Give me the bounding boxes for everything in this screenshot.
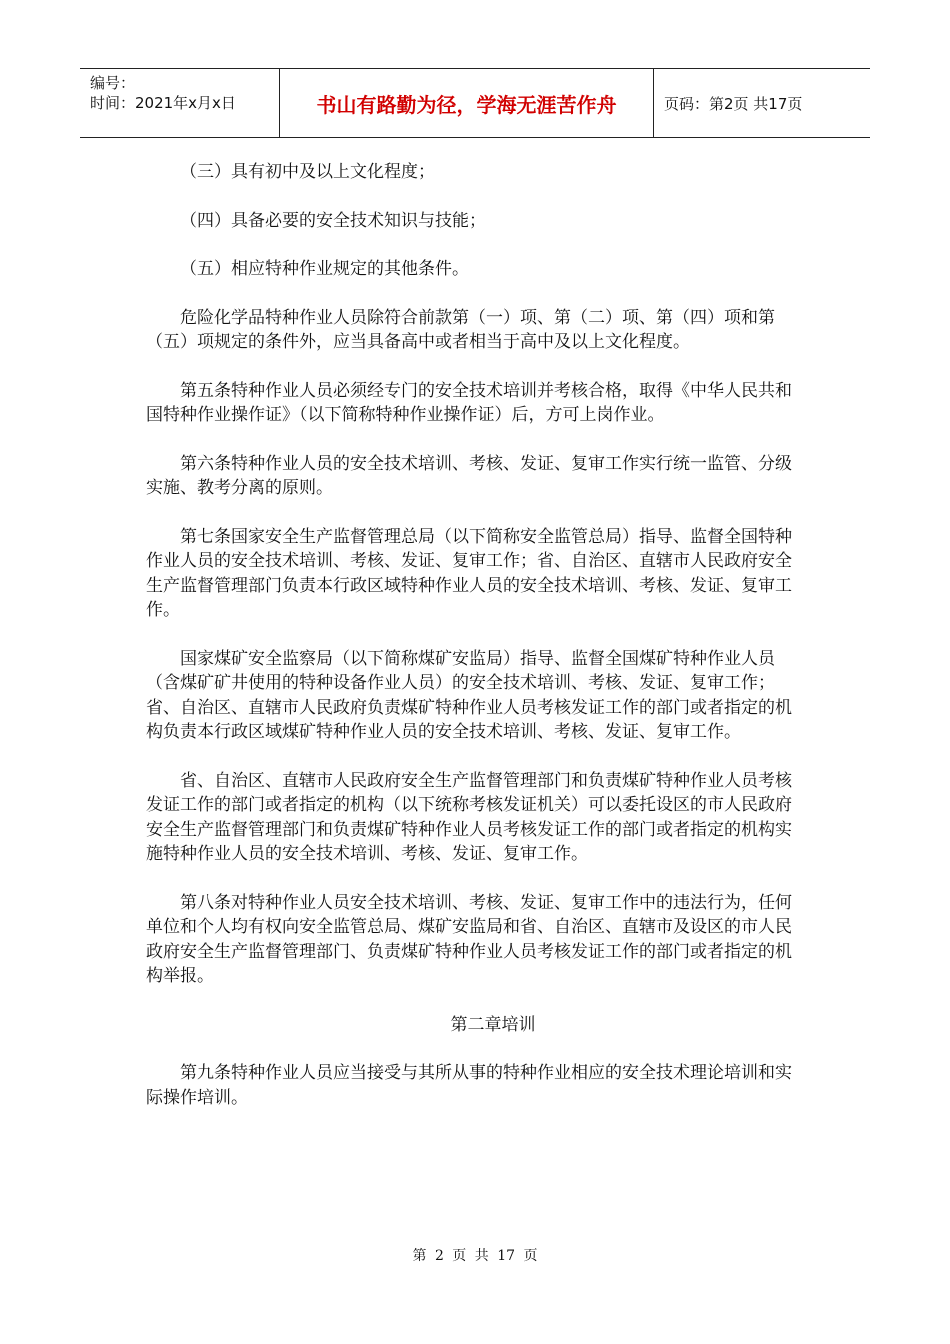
page-footer: 第 2 页 共 17 页 (412, 1248, 538, 1264)
paragraph-hazardous-chem: 危险化学品特种作业人员除符合前款第（一）项、第（二）项、第（四）项和第（五）项规定的条件外，应当具备高中或者相当于高中及以上文化程度。 (146, 307, 775, 352)
article-6: 第六条特种作业人员的安全技术培训、考核、发证、复审工作实行统一监管、分级实施、教考分离的原则。 (146, 453, 792, 498)
paragraph-3: （三）具有初中及以上文化程度； (180, 162, 435, 182)
page-header (80, 68, 870, 138)
paragraph-5: （五）相应特种作业规定的其他条件。 (180, 259, 469, 279)
article-5: 第五条特种作业人员必须经专门的安全技术培训并考核合格，取得《中华人民共和国特种作业操作证》（以下简称特种作业操作证）后，方可上岗作业。 (146, 380, 792, 425)
paragraph-delegation: 省、自治区、直辖市人民政府安全生产监督管理部门和负责煤矿特种作业人员考核发证工作的部门或者指定的机构（以下统称考核发证机关）可以委托设区的市人民政府安全生产监督管理部门和负责煤矿特种作业人员考核发证工作的部门或者指定的机构实施特种作业人员的安全技术培训、考核、发证、复审工作。 (146, 770, 792, 864)
article-8: 第八条对特种作业人员安全技术培训、考核、发证、复审工作中的违法行为，任何单位和个人均有权向安全监管总局、煤矿安监局和省、自治区、直辖市及设区的市人民政府安全生产监督管理部门、负责煤矿特种作业人员考核发证工作的部门或者指定的机构举报。 (146, 892, 792, 986)
article-7: 第七条国家安全生产监督管理总局（以下简称安全监管总局）指导、监督全国特种作业人员的安全技术培训、考核、发证、复审工作；省、自治区、直辖市人民政府安全生产监督管理部门负责本行政区域特种作业人员的安全技术培训、考核、发证、复审工作。 (146, 526, 792, 620)
header-motto: 书山有路勤为径，学海无涯苦作舟 (280, 69, 654, 137)
header-meta (80, 69, 280, 137)
document-date: 时间：2021年x月x日 (90, 94, 236, 112)
document-number-label: 编号： (90, 74, 136, 92)
document-body (146, 160, 806, 1134)
header-page-info: 页码：第2页 共17页 (664, 94, 803, 113)
chapter-heading: 第二章培训 (450, 1014, 536, 1035)
article-9: 第九条特种作业人员应当接受与其所从事的特种作业相应的安全技术理论培训和实际操作培训。 (146, 1063, 792, 1108)
paragraph-4: （四）具备必要的安全技术知识与技能； (180, 210, 486, 231)
paragraph-coal-bureau: 国家煤矿安全监察局（以下简称煤矿安监局）指导、监督全国煤矿特种作业人员（含煤矿矿井使用的特种设备作业人员）的安全技术培训、考核、发证、复审工作；省、自治区、直辖市人民政府负责煤矿特种作业人员考核发证工作的部门或者指定的机构负责本行政区域煤矿特种作业人员的安全技术培训、考核、发证、复审工作。 (146, 648, 792, 742)
